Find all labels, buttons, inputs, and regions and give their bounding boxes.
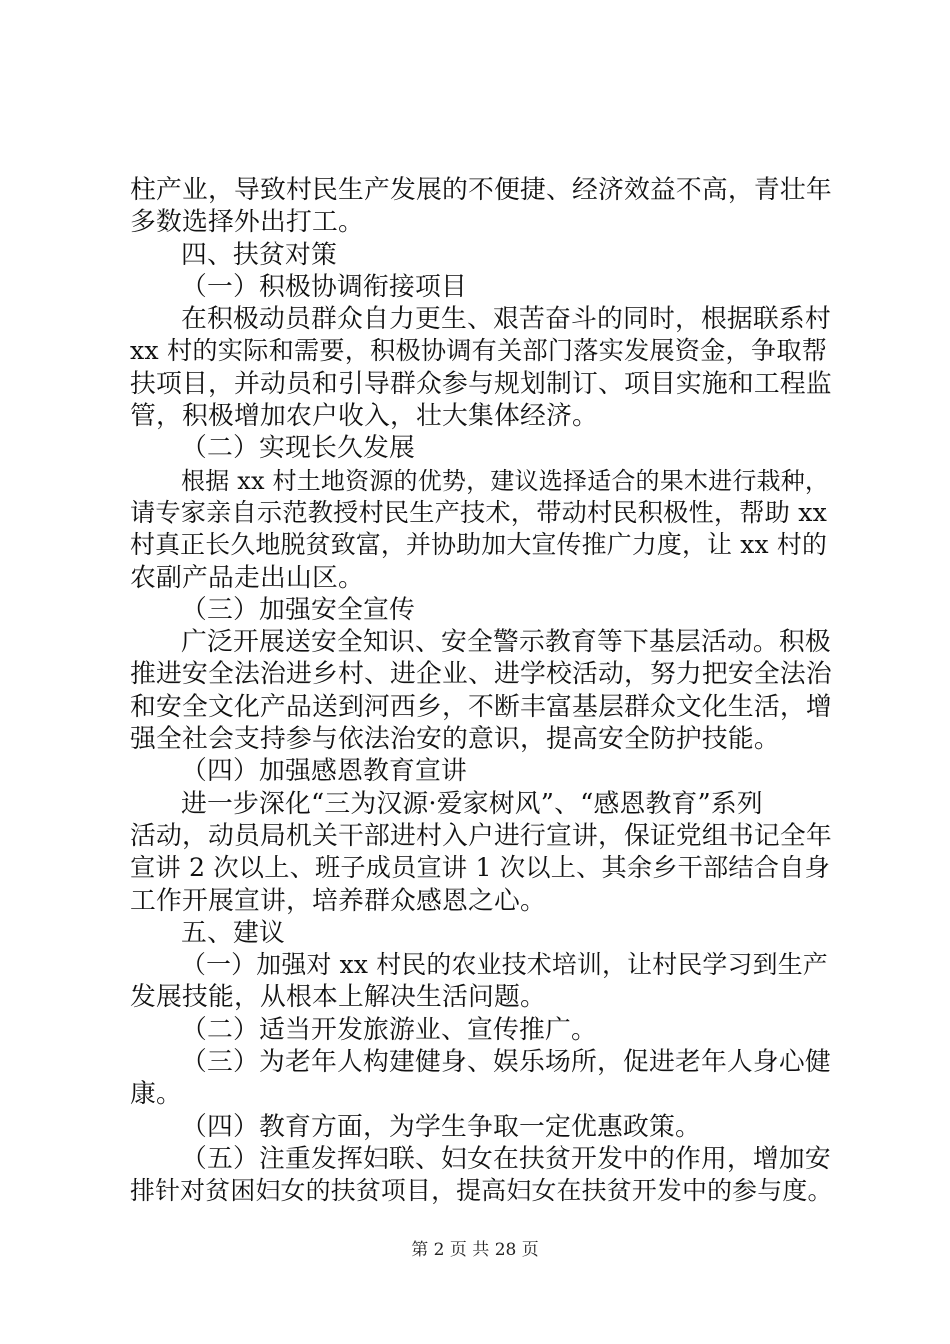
text-line: 请专家亲自示范教授村民生产技术，带动村民积极性，帮助 xx [130,497,828,527]
text-line: 扶项目，并动员和引导群众参与规划制订、项目实施和工程监 [130,368,832,399]
text-line: （一）积极协调衔接项目 [181,271,467,302]
text-line: 广泛开展送安全知识、安全警示教育等下基层活动。积极 [181,627,831,658]
text-line: 推进安全法治进乡村、进企业、进学校活动，努力把安全法治 [130,659,832,690]
text-line: （四）加强感恩教育宣讲 [181,756,467,787]
text-line: （四）教育方面，为学生争取一定优惠政策。 [181,1111,701,1142]
text-line: xx 村的实际和需要，积极协调有关部门落实发展资金，争取帮 [130,336,828,366]
text-line: 和安全文化产品送到河西乡，不断丰富基层群众文化生活，增 [130,691,832,722]
text-line: 宣讲 2 次以上、班子成员宣讲 1 次以上、其余乡干部结合自身 [130,853,830,883]
text-line: 柱产业，导致村民生产发展的不便捷、经济效益不高，青壮年 [130,175,832,205]
page-number-footer: 第 2 页 共 28 页 [411,1240,539,1260]
text-line: 根据 xx 村土地资源的优势，建议选择适合的果木进行栽种， [181,466,830,495]
text-line: 工作开展宣讲，培养群众感恩之心。 [130,885,546,916]
text-line: 村真正长久地脱贫致富，并协助加大宣传推广力度，让 xx 村的 [130,530,828,560]
text-line: 管，积极增加农户收入，壮大集体经济。 [130,401,598,432]
text-line: 发展技能，从根本上解决生活问题。 [130,982,546,1013]
text-line: （三）加强安全宣传 [181,594,415,625]
text-line: 康。 [130,1079,182,1110]
text-line: 五、建议 [181,917,285,948]
text-line: （三）为老年人构建健身、娱乐场所，促进老年人身心健 [181,1047,831,1078]
text-line: （五）注重发挥妇联、妇女在扶贫开发中的作用，增加安 [181,1143,831,1174]
text-line: 排针对贫困妇女的扶贫项目，提高妇女在扶贫开发中的参与度。 [130,1176,833,1206]
text-line: 农副产品走出山区。 [130,562,364,593]
text-line: （一）加强对 xx 村民的农业技术培训，让村民学习到生产 [181,950,828,980]
text-line: （二）适当开发旅游业、宣传推广。 [181,1014,597,1045]
text-line: 四、扶贫对策 [181,239,337,270]
text-line: 多数选择外出打工。 [130,207,364,238]
text-line: 强全社会支持参与依法治安的意识，提高安全防护技能。 [130,724,780,755]
text-line: （二）实现长久发展 [181,433,415,464]
text-line: 进一步深化“三为汉源·爱家树风”、“感恩教育”系列 [181,788,763,819]
document-body [130,174,834,1208]
text-line: 在积极动员群众自力更生、艰苦奋斗的同时，根据联系村 [181,304,831,335]
text-line: 活动，动员局机关干部进村入户进行宣讲，保证党组书记全年 [130,820,832,851]
